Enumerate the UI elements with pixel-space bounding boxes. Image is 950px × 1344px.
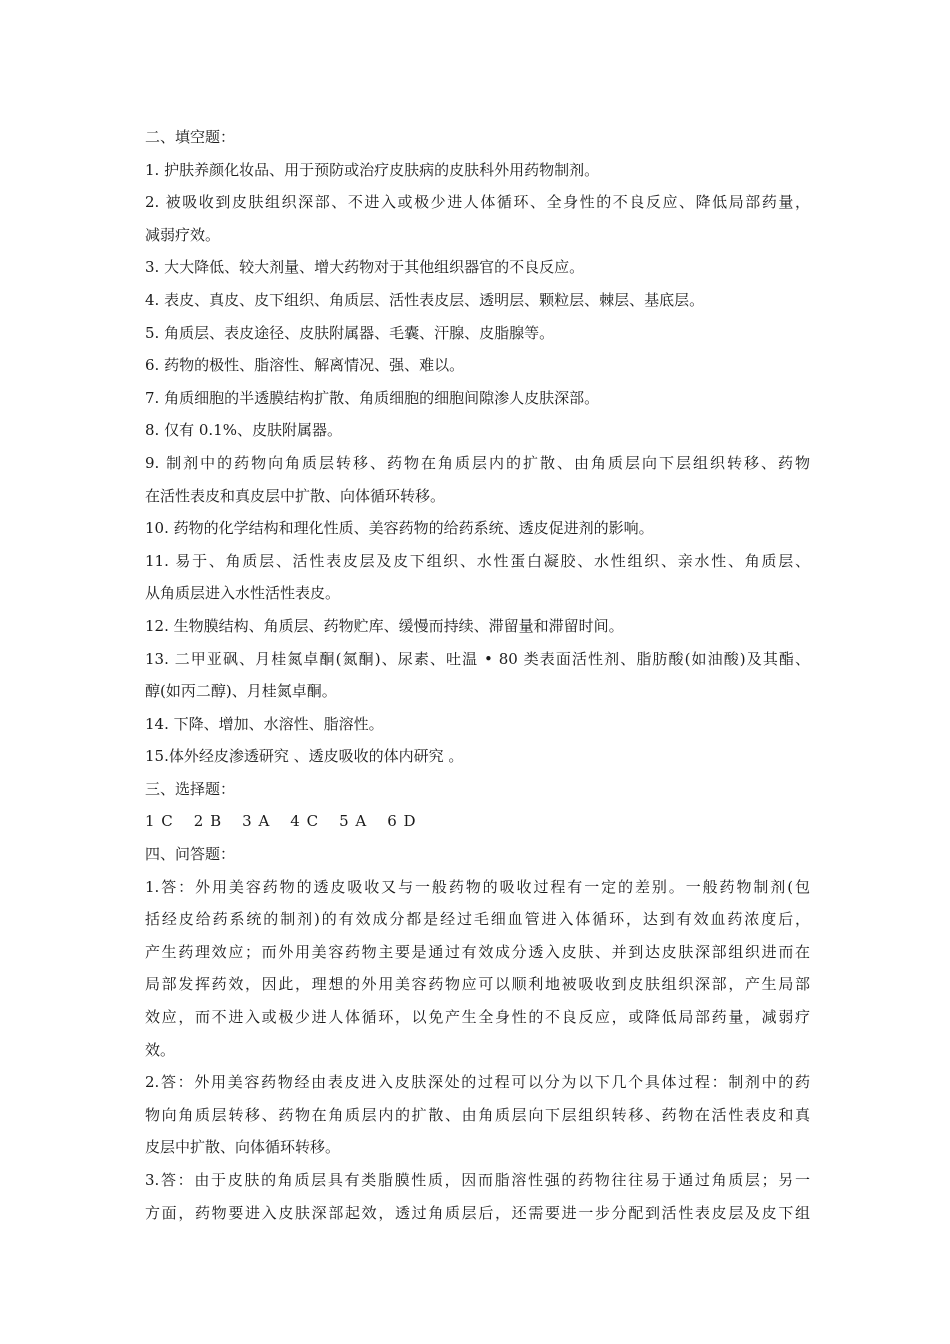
text-line: 四、问答题： <box>145 845 236 864</box>
choice-answer: 3 A <box>242 812 271 831</box>
text-line: 10. 药物的化学结构和理化性质、美容药物的给药系统、透皮促进剂的影响。 <box>145 519 654 538</box>
text-line: 12. 生物膜结构、角质层、药物贮库、缓慢而持续、滞留量和滞留时间。 <box>145 616 624 635</box>
text-line: 3.答：由于皮肤的角质层具有类脂膜性质，因而脂溶性强的药物往往易于通过角质层；另一 <box>145 1171 810 1189</box>
text-line: 局部发挥药效，因此，理想的外用美容药物应可以顺利地被吸收到皮肤组织深部，产生局部 <box>145 975 810 994</box>
text-line: 括经皮给药系统的制剂)的有效成分都是经过毛细血管进入体循环，达到有效血药浓度后， <box>145 910 810 929</box>
text-line: 6. 药物的极性、脂溶性、解离情况、强、难以。 <box>145 356 465 375</box>
text-line: 1.答：外用美容药物的透皮吸收又与一般药物的吸收过程有一定的差别。一般药物制剂(包 <box>145 877 810 896</box>
choice-answer: 5 A <box>339 812 368 831</box>
text-line: 5. 角质层、表皮途径、皮肤附属器、毛囊、汗腺、皮脂腺等。 <box>145 323 555 342</box>
text-line: 效应，而不进入或极少进人体循环，以免产生全身性的不良反应，或降低局部药量，减弱疗 <box>145 1008 810 1027</box>
choice-answer: 1 C <box>145 812 174 831</box>
text-line: 14. 下降、增加、水溶性、脂溶性。 <box>145 714 384 733</box>
text-line: 醇(如丙二醇)、月桂氮卓酮。 <box>145 682 337 701</box>
text-line: 11. 易于、角质层、活性表皮层及皮下组织、水性蛋白凝胶、水性组织、亲水性、角质层、 <box>145 551 810 570</box>
text-line: 8. 仅有 0.1%、皮肤附属器。 <box>145 421 342 440</box>
text-line: 9. 制剂中的药物向角质层转移、药物在角质层内的扩散、由角质层向下层组织转移、药物 <box>145 453 810 472</box>
choice-answer: 2 B <box>193 812 223 831</box>
choice-answer: 4 C <box>290 812 320 831</box>
text-line: 产生药理效应；而外用美容药物主要是通过有效成分透入皮肤、并到达皮肤深部组织进而在 <box>145 942 810 961</box>
text-line: 物向角质层转移、药物在角质层内的扩散、由角质层向下层组织转移、药物在活性表皮和真 <box>145 1105 810 1124</box>
text-line: 4. 表皮、真皮、皮下组织、角质层、活性表皮层、透明层、颗粒层、棘层、基底层。 <box>145 290 705 309</box>
text-line: 1. 护肤养颜化妆品、用于预防或治疗皮肤病的皮肤科外用药物制剂。 <box>145 160 600 179</box>
text-line: 效。 <box>145 1040 176 1059</box>
text-line: 13. 二甲亚砜、月桂氮卓酮(氮酮)、尿素、吐温 • 80 类表面活性剂、脂肪酸(如油酸)及其酯、 <box>145 649 810 668</box>
choice-answers-line <box>145 805 810 838</box>
text-line: 三、选择题： <box>145 779 236 798</box>
text-line: 3. 大大降低、较大剂量、增大药物对于其他组织器官的不良反应。 <box>145 258 585 277</box>
text-line: 7. 角质细胞的半透膜结构扩散、角质细胞的细胞间隙渗人皮肤深部。 <box>145 388 600 407</box>
text-line: 皮层中扩散、向体循环转移。 <box>145 1138 341 1157</box>
document-body <box>145 121 810 1229</box>
text-line: 2.答：外用美容药物经由表皮进入皮肤深处的过程可以分为以下几个具体过程：制剂中的药 <box>145 1073 810 1092</box>
text-line: 在活性表皮和真皮层中扩散、向体循环转移。 <box>145 486 446 505</box>
text-line: 减弱疗效。 <box>145 225 221 244</box>
text-line: 方面，药物要进入皮肤深部起效，透过角质层后，还需要进一步分配到活性表皮层及皮下组 <box>145 1203 810 1222</box>
choice-answer: 6 D <box>387 812 417 831</box>
text-line: 15.体外经皮渗透研究 、透皮吸收的体内研究 。 <box>145 747 464 766</box>
text-line: 从角质层进入水性活性表皮。 <box>145 584 341 603</box>
text-line: 二、填空题： <box>145 128 236 146</box>
text-line: 2. 被吸收到皮肤组织深部、不进入或极少进人体循环、全身性的不良反应、降低局部药量， <box>145 193 810 212</box>
